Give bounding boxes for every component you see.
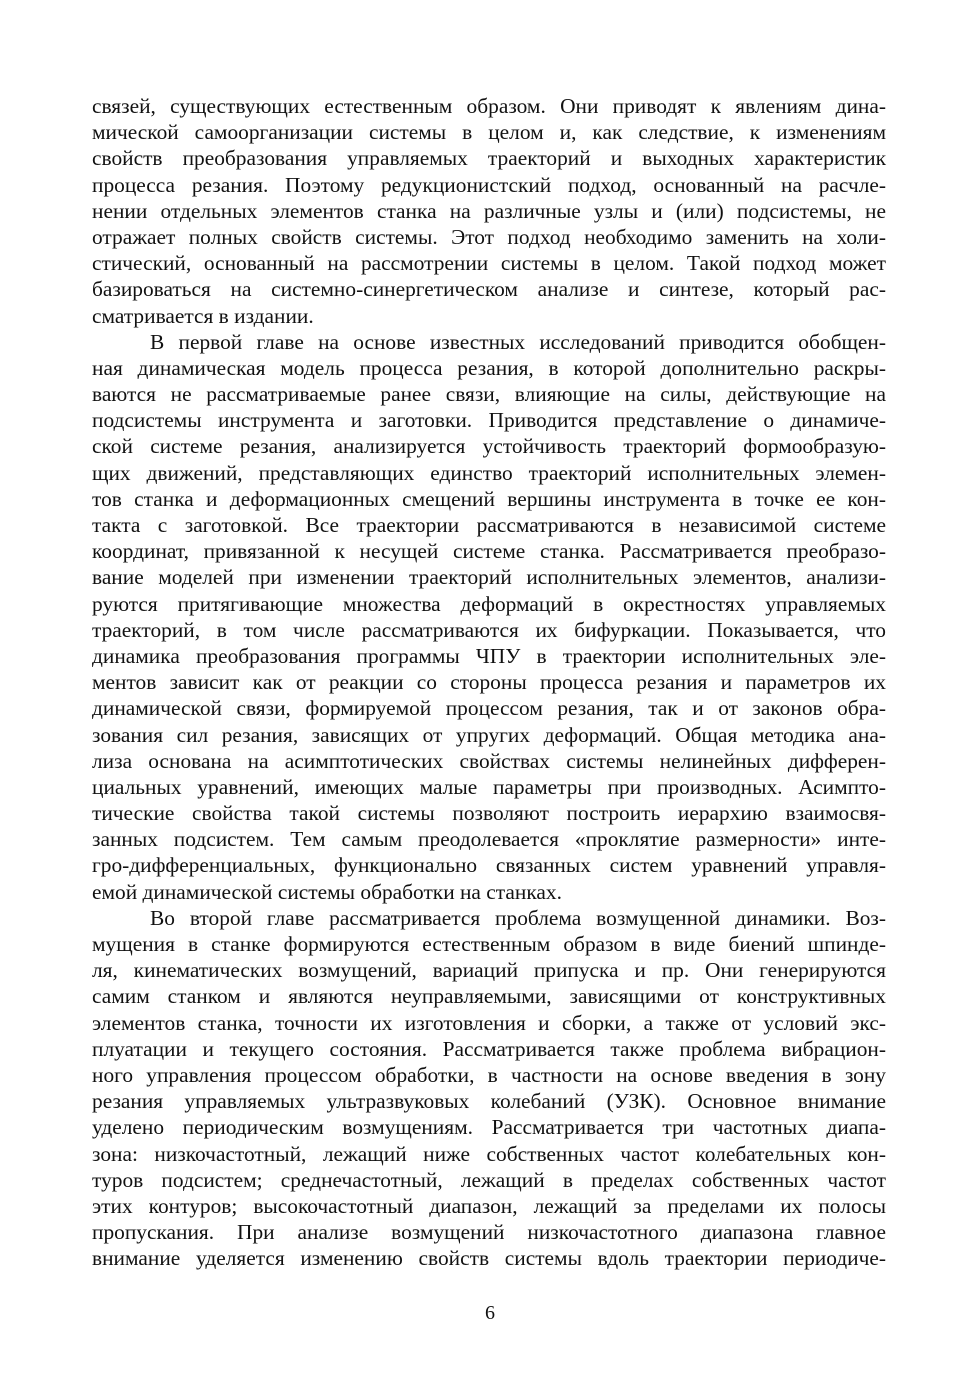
text-line: вание моделей при изменении траекторий исполнительных элементов, анализи- [92, 565, 886, 590]
text-line: лиза основана на асимптотических свойствах системы нелинейных дифферен- [92, 748, 886, 773]
text-line: гро-дифференциальных, функционально связанных систем уравнений управля- [92, 853, 886, 878]
text-line: Во второй главе рассматривается проблема возмущенной динамики. Воз- [150, 905, 886, 930]
text-line: ваются не рассматриваемые ранее связи, влияющие на силы, действующие на [92, 382, 886, 407]
text-line: плуатации и текущего состояния. Рассматривается также проблема вибрацион- [92, 1036, 886, 1061]
text-line: траекторий, в том числе рассматриваются их бифуркации. Показывается, что [92, 617, 886, 642]
text-line: ная динамическая модель процесса резания, в которой дополнительно раскры- [92, 355, 886, 380]
text-line: ской системе резания, анализируется устойчивость траекторий формообразую- [92, 434, 886, 459]
text-line: нении отдельных элементов станка на различные узлы и (или) подсистемы, не [92, 198, 886, 223]
text-line: ментов зависит как от реакции со стороны процесса резания и параметров их [92, 670, 886, 695]
text-line: координат, привязанной к несущей системе станка. Рассматривается преобразо- [92, 539, 886, 564]
text-line: зования сил резания, зависящих от упругих деформаций. Общая методика ана- [92, 722, 886, 747]
text-line: занных подсистем. Тем самым преодолевается «проклятие размерности» инте- [92, 827, 886, 852]
text-line: зона: низкочастотный, лежащий ниже собственных частот колебательных кон- [92, 1141, 886, 1166]
text-line: динамика преобразования программы ЧПУ в траектории исполнительных эле- [92, 643, 886, 668]
text-line: мущения в станке формируются естественным образом в виде биений шпинде- [92, 932, 886, 956]
text-line: мической самоорганизации системы в целом и, как следствие, к изменениям [92, 120, 886, 145]
paragraph [92, 905, 886, 1272]
text-line: пропускания. При анализе возмущений низкочастотного диапазона главное [92, 1220, 886, 1245]
text-line: щих движений, представляющих единство траекторий исполнительных элемен- [92, 460, 886, 485]
text-line: подсистемы инструмента и заготовки. Приводится представление о динамиче- [92, 408, 886, 433]
text-line: динамической связи, формируемой процессом резания, так и от законов обра- [92, 696, 886, 721]
text-line: самим станком и являются неуправляемыми, зависящими от конструктивных [92, 984, 886, 1009]
text-line: этих контуров; высокочастотный диапазон, лежащий за пределами их полосы [92, 1193, 886, 1218]
text-line: ля, кинематических возмущений, вариаций припуска и пр. Они генерируются [92, 958, 886, 983]
text-line: руются притягивающие множества деформаций в окрестностях управляемых [92, 591, 886, 616]
text-line: циальных уравнений, имеющих малые параметры при производных. Асимпто- [92, 774, 886, 799]
text-line: резания управляемых ультразвуковых колебаний (УЗК). Основное внимание [92, 1089, 886, 1114]
text-line: тические свойства такой системы позволяют построить иерархию взаимосвя- [92, 801, 886, 826]
text-line: отражает полных свойств системы. Этот подход необходимо заменить на холи- [92, 224, 886, 249]
text-line: внимание уделяется изменению свойств системы вдоль траектории периодиче- [92, 1246, 886, 1271]
page-number: 6 [485, 1302, 495, 1324]
text-line: уделено периодическим возмущениям. Рассматривается три частотных диапа- [92, 1115, 886, 1140]
text-line: В первой главе на основе известных исследований приводится обобщен- [150, 329, 886, 354]
text-line: свойств преобразования управляемых траекторий и выходных характеристик [92, 146, 886, 171]
text-line: стический, основанный на рассмотрении системы в целом. Такой подход может [92, 251, 886, 276]
paragraph [92, 93, 886, 329]
text-line: процесса резания. Поэтому редукционистский подход, основанный на расчле- [92, 172, 886, 197]
text-line: туров подсистем; среднечастотный, лежащий в пределах собственных частот [92, 1167, 886, 1192]
body-text [92, 93, 886, 1271]
text-line: емой динамической системы обработки на станках. [92, 879, 562, 904]
text-line: сматривается в издании. [92, 303, 314, 328]
text-line: базироваться на системно-синергетическом анализе и синтезе, который рас- [92, 277, 886, 302]
text-line: такта с заготовкой. Все траектории рассматриваются в независимой системе [92, 513, 886, 537]
paragraph [92, 329, 886, 905]
text-line: связей, существующих естественным образом. Они приводят к явлениям дина- [92, 94, 886, 118]
text-line: тов станка и деформационных смещений вершины инструмента в точке ее кон- [92, 486, 886, 511]
text-line: элементов станка, точности их изготовления и сборки, а также от условий экс- [92, 1010, 886, 1035]
text-line: ного управления процессом обработки, в частности на основе введения в зону [92, 1062, 886, 1087]
